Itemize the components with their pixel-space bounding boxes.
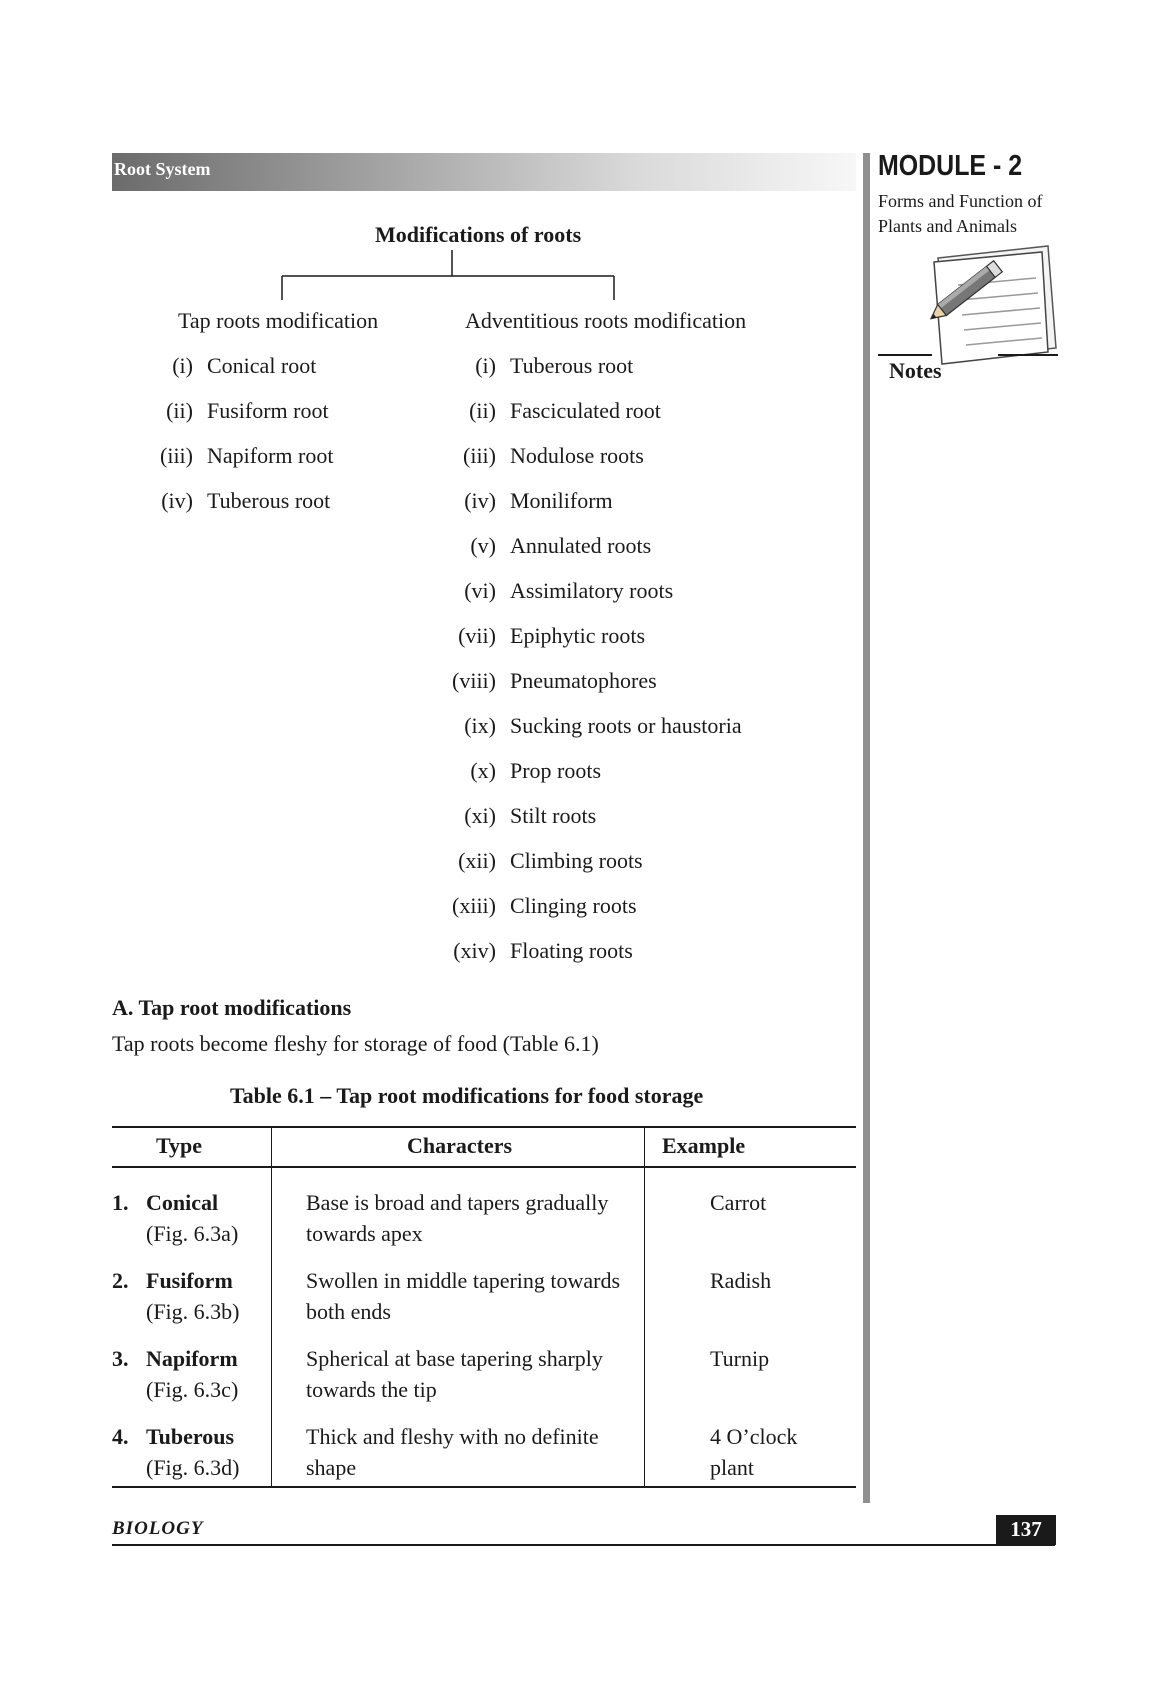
list-item-number: (iv): [464, 488, 496, 513]
list-item-label: Clinging roots: [510, 893, 637, 918]
type-name: Tuberous: [146, 1424, 235, 1449]
figure-ref: (Fig. 6.3d): [146, 1455, 240, 1480]
col-header-example: Example: [662, 1133, 746, 1158]
running-header: [112, 153, 856, 191]
list-item-label: Tuberous root: [207, 488, 331, 513]
page-number: 137: [996, 1515, 1056, 1545]
list-item-label: Epiphytic roots: [510, 623, 646, 648]
characters-line2: towards the tip: [306, 1377, 437, 1402]
section-heading: A. Tap root modifications: [112, 995, 352, 1020]
list-item-number: (xiv): [453, 938, 496, 963]
list-item: [172, 353, 317, 379]
list-item: [453, 938, 633, 964]
characters-cell: [306, 1265, 640, 1327]
notes-pencil-icon: [878, 240, 1058, 370]
list-item-label: Fasciculated root: [510, 398, 661, 423]
list-item: [458, 623, 646, 649]
characters-cell: [306, 1187, 640, 1249]
example-line1: 4 O’clock: [710, 1424, 798, 1449]
list-item-label: Fusiform root: [207, 398, 329, 423]
table-col-divider-1: [271, 1126, 272, 1488]
table-col-divider-2: [644, 1126, 645, 1488]
table-header-rule: [112, 1166, 856, 1168]
figure-ref: (Fig. 6.3b): [146, 1299, 240, 1324]
list-item-number: (ii): [166, 398, 193, 423]
tree-branch-connector: [270, 250, 620, 302]
example-cell: [710, 1265, 850, 1296]
table-top-rule: [112, 1126, 856, 1128]
example-line1: Radish: [710, 1268, 772, 1293]
type-line: [112, 1187, 267, 1218]
list-item: [464, 803, 597, 829]
tap-roots-heading: Tap roots modification: [178, 308, 379, 333]
list-item: [161, 488, 331, 514]
tree-title: Modifications of roots: [375, 222, 582, 247]
col-header-characters: Characters: [407, 1133, 513, 1158]
list-item-label: Stilt roots: [510, 803, 597, 828]
list-item-number: (xii): [458, 848, 496, 873]
list-item: [475, 353, 634, 379]
list-item: [470, 533, 652, 559]
type-cell: [112, 1343, 267, 1405]
module-subtitle-line1: Forms and Function of: [878, 191, 1043, 211]
list-item: [452, 893, 637, 919]
section-paragraph: Tap roots become fleshy for storage of food (Table 6.1): [112, 1031, 599, 1056]
list-item-number: (ii): [469, 398, 496, 423]
example-line2: plant: [710, 1455, 754, 1480]
figure-ref: (Fig. 6.3a): [146, 1221, 239, 1246]
list-item: [469, 398, 661, 424]
characters-cell: [306, 1421, 640, 1483]
list-item: [464, 488, 613, 514]
module-subtitle: [878, 189, 1078, 239]
list-item: [458, 848, 643, 874]
module-subtitle-line2: Plants and Animals: [878, 216, 1017, 236]
list-item: [470, 758, 602, 784]
list-item: [464, 578, 674, 604]
row-number: 2.: [112, 1268, 129, 1293]
example-cell: [710, 1187, 850, 1218]
row-number: 3.: [112, 1346, 129, 1371]
figure-ref: (Fig. 6.3c): [146, 1377, 239, 1402]
list-item-number: (iii): [160, 443, 193, 468]
section-name: Root System: [114, 159, 211, 179]
col-header-type: Type: [156, 1133, 203, 1158]
list-item: [464, 713, 742, 739]
type-name: Fusiform: [146, 1268, 233, 1293]
list-item: [166, 398, 329, 424]
list-item-label: Pneumatophores: [510, 668, 657, 693]
list-item-number: (x): [470, 758, 496, 783]
characters-line2: towards apex: [306, 1221, 423, 1246]
list-item: [160, 443, 334, 469]
list-item-number: (xiii): [452, 893, 496, 918]
list-item-number: (ix): [464, 713, 496, 738]
list-item-number: (viii): [452, 668, 496, 693]
list-item-label: Nodulose roots: [510, 443, 644, 468]
characters-line2: shape: [306, 1455, 357, 1480]
notes-label: Notes: [889, 358, 942, 383]
list-item-label: Climbing roots: [510, 848, 643, 873]
characters-line1: Base is broad and tapers gradually: [306, 1190, 609, 1215]
list-item-number: (vi): [464, 578, 496, 603]
list-item-label: Annulated roots: [510, 533, 652, 558]
list-item-number: (i): [172, 353, 193, 378]
example-line1: Turnip: [710, 1346, 770, 1371]
example-line1: Carrot: [710, 1190, 767, 1215]
list-item-number: (iv): [161, 488, 193, 513]
list-item-label: Tuberous root: [510, 353, 634, 378]
characters-line2: both ends: [306, 1299, 391, 1324]
type-cell: [112, 1187, 267, 1249]
list-item: [452, 668, 657, 694]
type-cell: [112, 1265, 267, 1327]
footer-subject: BIOLOGY: [112, 1518, 204, 1539]
type-line: [112, 1265, 267, 1296]
list-item-label: Conical root: [207, 353, 317, 378]
type-name: Conical: [146, 1190, 219, 1215]
table-caption: Table 6.1 – Tap root modifications for food storage: [230, 1083, 704, 1108]
example-cell: [710, 1343, 850, 1374]
type-cell: [112, 1421, 267, 1483]
list-item-label: Sucking roots or haustoria: [510, 713, 742, 738]
margin-rule: [863, 153, 870, 1503]
row-number: 1.: [112, 1190, 129, 1215]
list-item-label: Prop roots: [510, 758, 602, 783]
type-name: Napiform: [146, 1346, 238, 1371]
list-item-label: Moniliform: [510, 488, 613, 513]
list-item-number: (iii): [463, 443, 496, 468]
list-item-label: Napiform root: [207, 443, 334, 468]
adventitious-roots-heading: Adventitious roots modification: [465, 308, 747, 333]
list-item-number: (vii): [458, 623, 496, 648]
type-line: [112, 1421, 267, 1452]
footer-rule: [112, 1544, 1055, 1546]
list-item: [463, 443, 644, 469]
list-item-label: Floating roots: [510, 938, 633, 963]
table-bottom-rule: [112, 1486, 856, 1488]
list-item-number: (xi): [464, 803, 496, 828]
characters-line1: Thick and fleshy with no definite: [306, 1424, 599, 1449]
list-item-number: (v): [470, 533, 496, 558]
characters-line1: Swollen in middle tapering towards: [306, 1268, 621, 1293]
list-item-number: (i): [475, 353, 496, 378]
module-title: MODULE - 2: [878, 150, 1023, 182]
characters-line1: Spherical at base tapering sharply: [306, 1346, 603, 1371]
example-cell: [710, 1421, 850, 1483]
type-line: [112, 1343, 267, 1374]
row-number: 4.: [112, 1424, 129, 1449]
list-item-label: Assimilatory roots: [510, 578, 674, 603]
characters-cell: [306, 1343, 640, 1405]
